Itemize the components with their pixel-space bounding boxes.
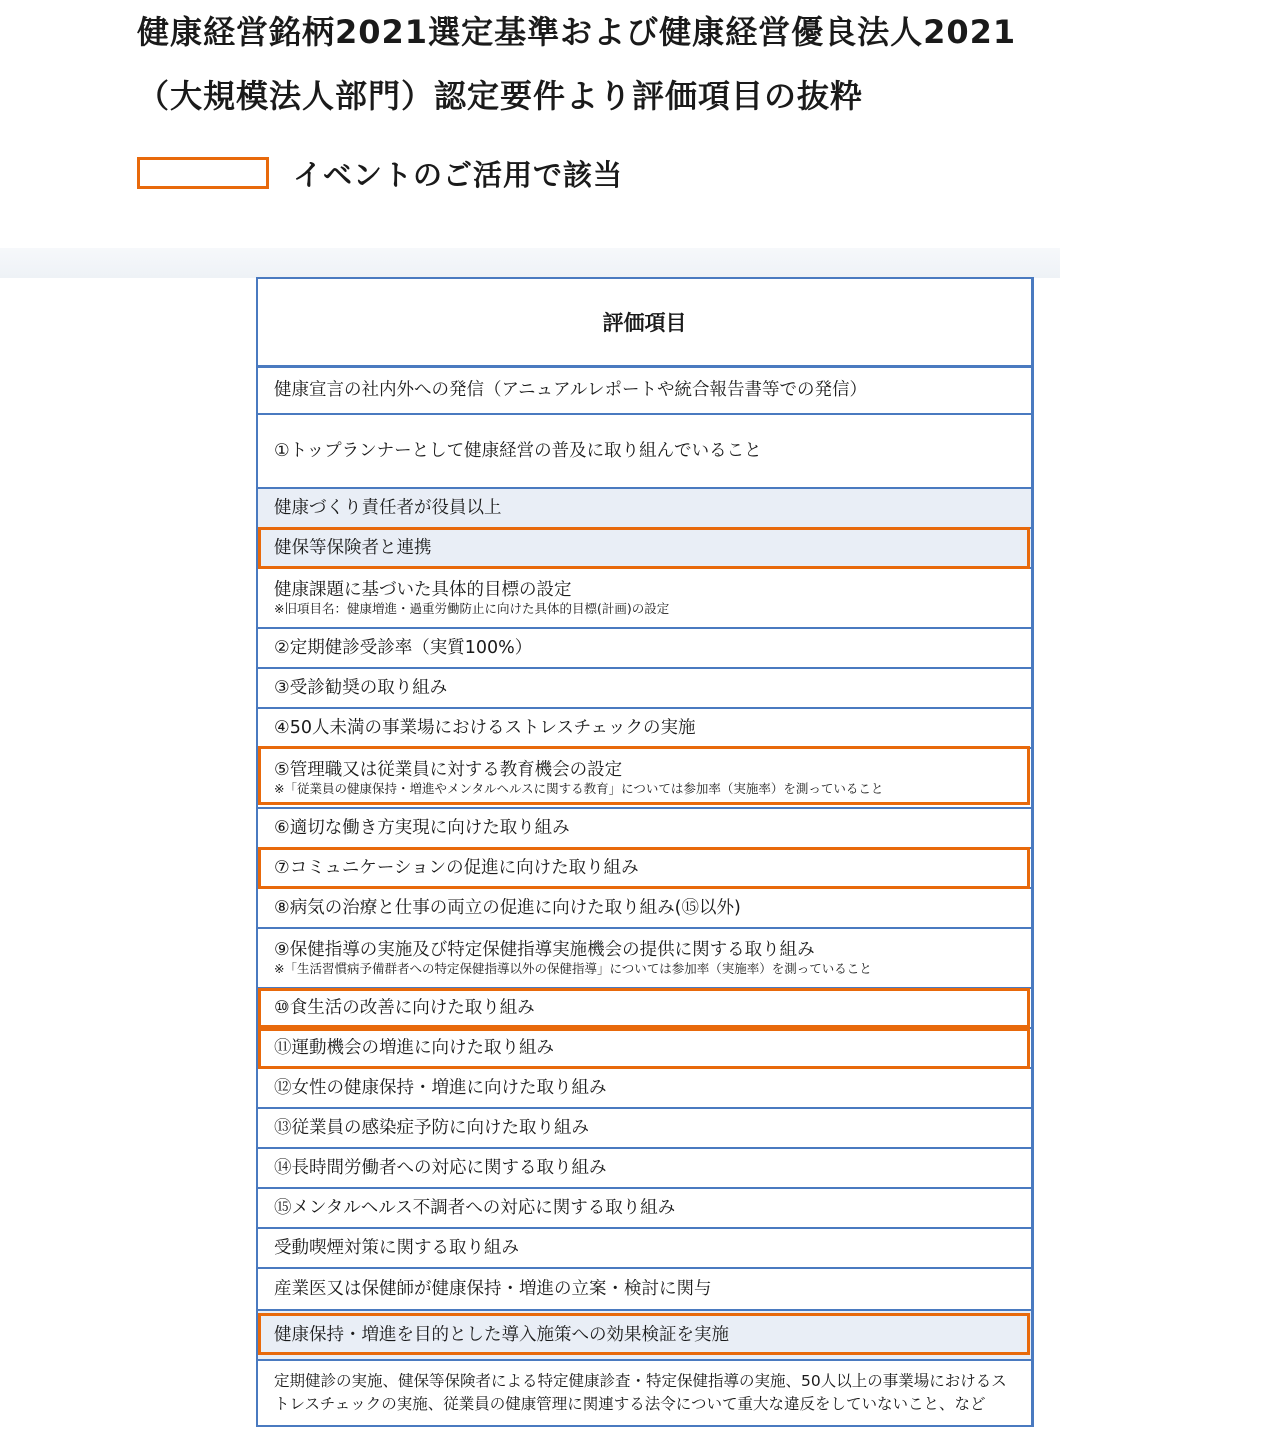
legend-label: イベントのご活用で該当 [293,157,624,192]
title-line-2: （大規模法人部門）認定要件より評価項目の抜粋 [137,77,864,115]
highlight-frame [258,1028,1030,1069]
row-note: ※旧項目名：健康増進・過重労働防止に向けた具体的目標(計画)の設定 [274,601,670,616]
table-row [258,1269,1031,1311]
table-row [258,489,1031,529]
table-row [258,569,1031,629]
row-text: 健保等保険者と連携 [274,538,432,558]
legend [137,154,623,192]
row-text: ⑩食生活の改善に向けた取り組み [274,998,535,1018]
table-row [258,367,1031,415]
table-row [258,889,1031,929]
table-row [258,1109,1031,1149]
table-header: 評価項目 [258,279,1031,368]
page-title [137,0,1237,128]
row-text: ⑨保健指導の実施及び特定保健指導実施機会の提供に関する取り組み [274,940,815,960]
row-text: ⑬従業員の感染症予防に向けた取り組み [274,1118,589,1138]
table-row [258,1149,1031,1189]
legend-orange-box [137,157,269,189]
highlight-frame [258,1313,1030,1355]
row-text: 健康づくり責任者が役員以上 [274,498,502,518]
table-row [258,415,1031,489]
table-row [258,929,1031,989]
faded-background-band [0,248,1060,278]
table-row [258,709,1031,749]
row-text: ⑫女性の健康保持・増進に向けた取り組み [274,1078,607,1098]
highlight-frame [258,847,1030,889]
row-text: 健康課題に基づいた具体的目標の設定 [274,580,572,600]
row-text: 健康保持・増進を目的とした導入施策への効果検証を実施 [274,1325,729,1345]
row-text: ⑤管理職又は従業員に対する教育機会の設定 [274,760,623,780]
highlight-frame [258,988,1030,1028]
table-row [258,1361,1031,1425]
table-row [258,1069,1031,1109]
row-text: ②定期健診受診率（実質100%） [274,638,533,658]
row-text: ④50人未満の事業場におけるストレスチェックの実施 [274,718,696,738]
table-row [258,629,1031,669]
row-text: ⑥適切な働き方実現に向けた取り組み [274,818,570,838]
row-text: ⑪運動機会の増進に向けた取り組み [274,1038,554,1058]
row-note: ※「生活習慣病予備群者への特定保健指導以外の保健指導」については参加率（実施率）を測っていること [274,961,872,976]
row-text: ⑮メンタルヘルス不調者への対応に関する取り組み [274,1198,676,1218]
row-note: ※「従業員の健康保持・増進やメンタルヘルスに関する教育」については参加率（実施率）を測っていること [274,781,884,796]
highlight-frame [258,527,1030,569]
row-text: 定期健診の実施、健保等保険者による特定健康診査・特定保健指導の実施、50人以上の事業場におけるストレスチェックの実施、従業員の健康管理に関連する法令について重大な違反をしていないこと、など [274,1372,1007,1413]
row-text: 受動喫煙対策に関する取り組み [274,1238,519,1258]
table-row [258,669,1031,709]
table-row [258,1189,1031,1229]
highlight-frame [258,746,1030,805]
row-text: ⑧病気の治療と仕事の両立の促進に向けた取り組み(⑮以外) [274,898,741,918]
row-text: 健康宣言の社内外への発信（アニュアルレポートや統合報告書等での発信） [274,380,867,400]
row-text: ⑭長時間労働者への対応に関する取り組み [274,1158,607,1178]
row-text: ③受診勧奨の取り組み [274,678,448,698]
table-row [258,1229,1031,1269]
table-row [258,809,1031,849]
row-text: 産業医又は保健師が健康保持・増進の立案・検討に関与 [274,1279,712,1299]
title-line-1: 健康経営銘柄2021選定基準および健康経営優良法人2021 [137,13,1017,51]
row-text: ⑦コミュニケーションの促進に向けた取り組み [274,858,639,878]
row-text: ①トップランナーとして健康経営の普及に取り組んでいること [274,441,762,461]
